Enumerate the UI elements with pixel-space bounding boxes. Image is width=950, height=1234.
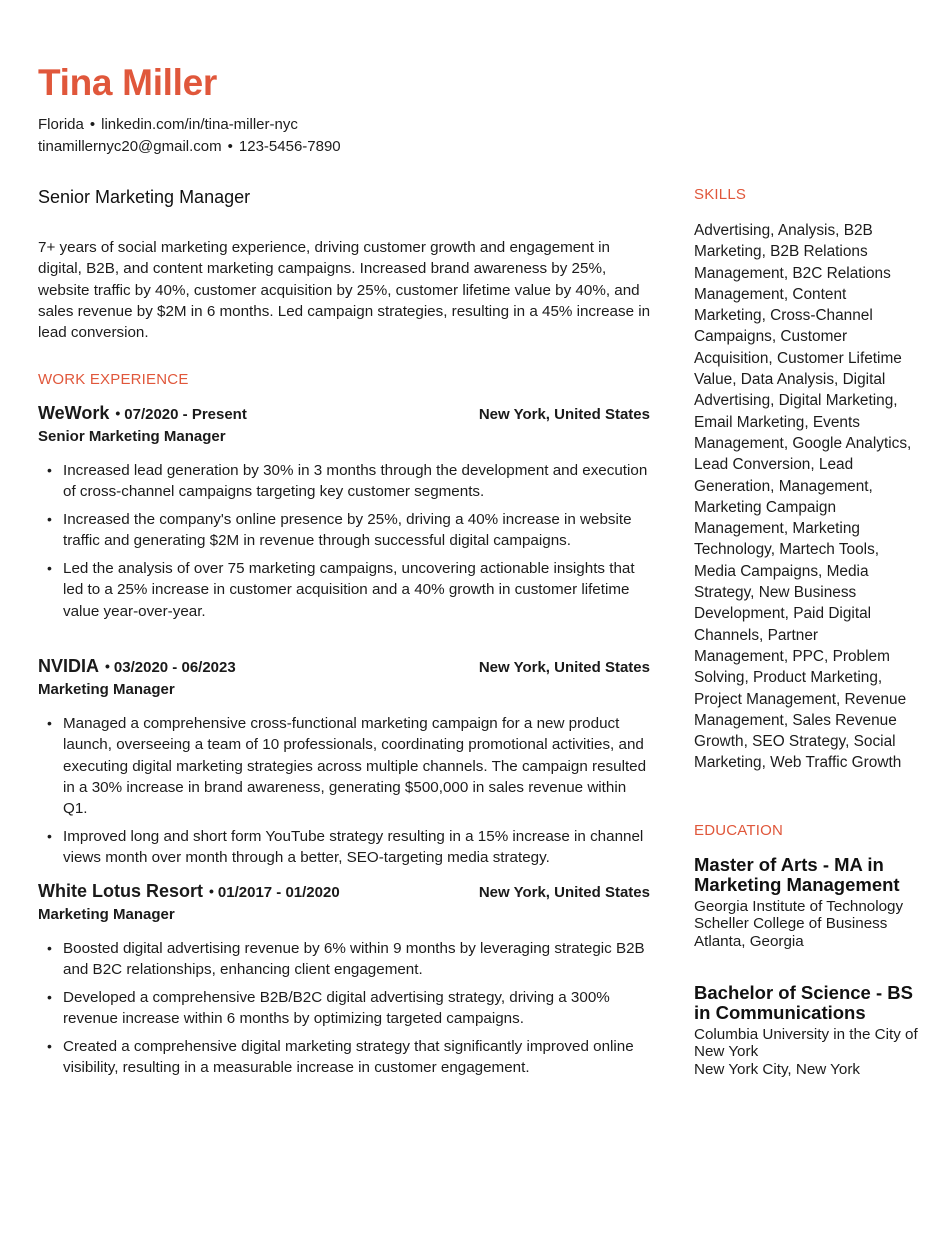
school: Columbia University in the City of New York xyxy=(694,1026,918,1060)
company-name: WeWork xyxy=(38,403,110,423)
job-location: New York, United States xyxy=(478,659,650,676)
company-name: NVIDIA xyxy=(38,656,100,676)
separator-dot: • xyxy=(115,405,121,421)
job-bullets xyxy=(38,713,650,869)
job-bullet: • Increased lead generation by 30% in 3 months through the development and execution of cross-channel campaigns targeting key customer segments. xyxy=(38,460,650,503)
education-heading: EDUCATION xyxy=(694,822,784,839)
job-role: Marketing Manager xyxy=(38,681,175,698)
degree: Bachelor of Science - BS in Communications xyxy=(694,982,913,1023)
school: Georgia Institute of Technology Scheller College of Business xyxy=(694,898,904,932)
job-location: New York, United States xyxy=(478,406,650,423)
separator-dot: • xyxy=(209,883,214,899)
education-entry xyxy=(694,855,924,952)
job-dates: 07/2020 - Present xyxy=(124,406,247,423)
company-name: White Lotus Resort xyxy=(38,881,203,901)
candidate-name: Tina Miller xyxy=(38,62,218,103)
job-title: Senior Marketing Manager xyxy=(38,187,251,207)
job-location: New York, United States xyxy=(478,884,650,901)
job-bullet: • Created a comprehensive digital marketing strategy that significantly improved online visibility, resulting in a measurable increase in customer engagement. xyxy=(38,1036,650,1079)
job-bullet: • Increased the company's online presence by 25%, driving a 40% increase in website traffic and generating $2M in revenue through successful digital campaigns. xyxy=(38,509,650,552)
job-entry xyxy=(38,881,650,1085)
job-entry xyxy=(38,403,650,629)
contact-linkedin[interactable]: linkedin.com/in/tina-miller-nyc xyxy=(101,116,298,133)
separator-dot: • xyxy=(105,658,110,674)
job-bullet: • Developed a comprehensive B2B/B2C digital advertising strategy, driving a 300% revenue increase within 6 months by optimizing targeted campaigns. xyxy=(38,987,650,1030)
skills-heading: SKILLS xyxy=(694,186,747,203)
job-bullets xyxy=(38,460,650,622)
contact-email[interactable]: tinamillernyc20@gmail.com xyxy=(38,138,222,155)
job-header xyxy=(38,403,650,427)
job-bullet: • Led the analysis of over 75 marketing campaigns, uncovering actionable insights that led to a 25% increase in customer acquisition and a 40% growth in customer lifetime value year-over-year. xyxy=(38,558,650,622)
school-location: Atlanta, Georgia xyxy=(694,933,804,950)
job-bullet: • Improved long and short form YouTube strategy resulting in a 15% increase in channel views month over month through a better, SEO-targeting media strategy. xyxy=(38,826,650,869)
job-bullet: • Boosted digital advertising revenue by 6% within 9 months by leveraging strategic B2B and B2C relationships, enhancing client engagement. xyxy=(38,938,650,981)
contact-phone: 123-5456-7890 xyxy=(238,138,341,155)
job-bullet: • Managed a comprehensive cross-functional marketing campaign for a new product launch, overseeing a team of 10 professionals, coordinating promotional activities, and executing digital marketing strategies across multiple channels. The campaign resulted in a 30% increase in brand awareness, generating $500,000 in sales revenue within Q1. xyxy=(38,713,650,819)
separator-dot: • xyxy=(227,138,233,155)
job-role: Senior Marketing Manager xyxy=(38,428,226,445)
degree: Master of Arts - MA in Marketing Management xyxy=(694,854,900,895)
job-role: Marketing Manager xyxy=(38,906,175,923)
summary: 7+ years of social marketing experience, driving customer growth and engagement in digital, B2B, and content marketing campaigns. Increased brand awareness by 25%, website traffic by 40%, customer acquisition by 25%, customer lifetime value by 40%, and sales revenue by $2M in 6 months. Led campaign strategies, resulting in a 45% increase in lead conversion. xyxy=(38,239,651,342)
skills-list: Advertising, Analysis, B2B Marketing, B2B Relations Management, B2C Relations Management, Content Marketing, Cross-Channel Campaigns, Customer Acquisition, Customer Lifetime Value, Data Analysis, Digital Advertising, Digital Marketing, Email Marketing, Events Management, Google Analytics, Lead Conversion, Lead Generation, Management, Marketing Campaign Management, Marketing Technology, Martech Tools, Media Campaigns, Media Strategy, New Business Development, Paid Digital Channels, Partner Management, PPC, Problem Solving, Product Marketing, Project Management, Revenue Management, Sales Revenue Growth, SEO Strategy, Social Marketing, Web Traffic Growth xyxy=(694,222,912,772)
school-location: New York City, New York xyxy=(694,1061,861,1078)
job-dates: 03/2020 - 06/2023 xyxy=(113,659,236,676)
job-dates: 01/2017 - 01/2020 xyxy=(217,884,340,901)
education-entry xyxy=(694,983,924,1080)
contact-line-2 xyxy=(38,138,341,155)
work-experience-heading: WORK EXPERIENCE xyxy=(38,371,189,388)
job-entry xyxy=(38,656,650,875)
job-bullets xyxy=(38,938,650,1079)
separator-dot: • xyxy=(89,116,96,133)
contact-line-1 xyxy=(38,116,298,133)
job-header xyxy=(38,656,650,680)
contact-location: Florida xyxy=(38,116,84,133)
job-header xyxy=(38,881,650,905)
